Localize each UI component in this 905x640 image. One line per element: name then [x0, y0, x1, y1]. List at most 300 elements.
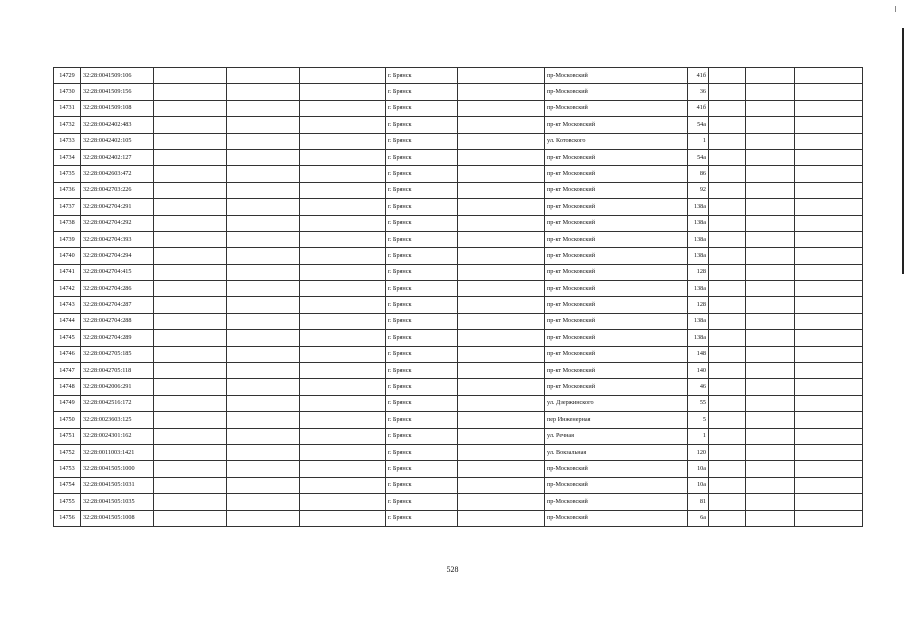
cell-cadastral-number: 32:28:0042006:291	[81, 379, 154, 395]
cell-number: 14749	[54, 395, 81, 411]
cell-house: 92	[688, 182, 709, 198]
cell-number: 14740	[54, 248, 81, 264]
table-row	[54, 182, 863, 198]
cell-house: 140	[688, 363, 709, 379]
cell-street: пр-кт Московский	[545, 117, 688, 133]
cell-empty	[300, 117, 386, 133]
cell-empty	[795, 428, 863, 444]
cell-house: 1	[688, 133, 709, 149]
cell-empty	[300, 330, 386, 346]
cell-empty	[746, 412, 795, 428]
cell-number: 14755	[54, 494, 81, 510]
cell-street: пр-кт Московский	[545, 281, 688, 297]
cell-house: 138а	[688, 313, 709, 329]
table-row	[54, 313, 863, 329]
cell-empty	[154, 444, 227, 460]
scan-edge-mark	[902, 28, 904, 274]
cell-cadastral-number: 32:28:0024301:162	[81, 428, 154, 444]
cell-empty	[458, 444, 545, 460]
cell-city: г. Брянск	[386, 84, 458, 100]
table-body	[54, 68, 863, 527]
table-row	[54, 346, 863, 362]
cell-street: ул. Дзержинского	[545, 395, 688, 411]
page-number: 528	[446, 565, 459, 574]
cell-street: пр-Московский	[545, 477, 688, 493]
cell-empty	[227, 215, 300, 231]
cell-empty	[227, 395, 300, 411]
cell-street: пр-кт Московский	[545, 330, 688, 346]
cell-empty	[746, 330, 795, 346]
cell-street: пр-кт Московский	[545, 264, 688, 280]
cell-house: 138а	[688, 215, 709, 231]
cell-house: 55	[688, 395, 709, 411]
cell-cadastral-number: 32:28:0042704:393	[81, 231, 154, 247]
cell-number: 14754	[54, 477, 81, 493]
cell-empty	[709, 100, 746, 116]
cell-street: пр-Московский	[545, 84, 688, 100]
cell-empty	[746, 133, 795, 149]
cell-empty	[154, 510, 227, 526]
cell-empty	[709, 330, 746, 346]
cell-cadastral-number: 32:28:0011003:1421	[81, 444, 154, 460]
cell-cadastral-number: 32:28:0042402:127	[81, 149, 154, 165]
cell-empty	[709, 166, 746, 182]
cell-number: 14737	[54, 199, 81, 215]
cell-empty	[746, 395, 795, 411]
cell-number: 14733	[54, 133, 81, 149]
cell-number: 14742	[54, 281, 81, 297]
cell-street: пр-Московский	[545, 510, 688, 526]
cell-street: пр-кт Московский	[545, 248, 688, 264]
cell-empty	[458, 166, 545, 182]
table-row	[54, 461, 863, 477]
cell-empty	[709, 412, 746, 428]
cell-empty	[300, 84, 386, 100]
cell-empty	[300, 264, 386, 280]
cell-empty	[709, 199, 746, 215]
cell-cadastral-number: 32:28:0041509:108	[81, 100, 154, 116]
cell-empty	[227, 149, 300, 165]
cell-number: 14744	[54, 313, 81, 329]
table-row	[54, 248, 863, 264]
cell-empty	[300, 363, 386, 379]
table-row	[54, 477, 863, 493]
cell-empty	[458, 149, 545, 165]
cell-empty	[746, 510, 795, 526]
cell-empty	[746, 428, 795, 444]
cell-empty	[227, 494, 300, 510]
cell-city: г. Брянск	[386, 510, 458, 526]
cell-cadastral-number: 32:28:0042704:294	[81, 248, 154, 264]
property-registry-table	[53, 67, 863, 527]
cell-empty	[746, 68, 795, 84]
cell-empty	[300, 494, 386, 510]
cell-number: 14745	[54, 330, 81, 346]
cell-empty	[795, 166, 863, 182]
cell-empty	[458, 182, 545, 198]
table-row	[54, 84, 863, 100]
cell-empty	[227, 346, 300, 362]
cell-empty	[709, 182, 746, 198]
cell-city: г. Брянск	[386, 428, 458, 444]
cell-empty	[746, 297, 795, 313]
cell-empty	[227, 231, 300, 247]
cell-empty	[746, 346, 795, 362]
cell-cadastral-number: 32:28:0042704:287	[81, 297, 154, 313]
cell-empty	[154, 231, 227, 247]
cell-empty	[795, 199, 863, 215]
cell-empty	[300, 215, 386, 231]
cell-city: г. Брянск	[386, 215, 458, 231]
cell-empty	[709, 297, 746, 313]
cell-empty	[458, 510, 545, 526]
cell-empty	[795, 363, 863, 379]
cell-street: пр-Московский	[545, 461, 688, 477]
cell-house: 128	[688, 297, 709, 313]
cell-empty	[154, 461, 227, 477]
cell-street: пр-кт Московский	[545, 363, 688, 379]
cell-empty	[746, 182, 795, 198]
cell-city: г. Брянск	[386, 264, 458, 280]
cell-cadastral-number: 32:28:0042516:172	[81, 395, 154, 411]
cell-empty	[709, 231, 746, 247]
cell-empty	[227, 166, 300, 182]
cell-cadastral-number: 32:28:0041505:1031	[81, 477, 154, 493]
cell-empty	[300, 149, 386, 165]
cell-empty	[458, 346, 545, 362]
table-row	[54, 100, 863, 116]
table-row	[54, 199, 863, 215]
cell-house: 10а	[688, 477, 709, 493]
cell-empty	[795, 133, 863, 149]
cell-empty	[227, 379, 300, 395]
table-row	[54, 231, 863, 247]
cell-empty	[746, 313, 795, 329]
cell-empty	[458, 133, 545, 149]
cell-empty	[300, 166, 386, 182]
cell-house: 138а	[688, 231, 709, 247]
cell-city: г. Брянск	[386, 379, 458, 395]
cell-empty	[746, 166, 795, 182]
cell-empty	[709, 84, 746, 100]
cell-empty	[709, 313, 746, 329]
cell-empty	[458, 231, 545, 247]
cell-empty	[154, 477, 227, 493]
cell-city: г. Брянск	[386, 297, 458, 313]
cell-empty	[746, 494, 795, 510]
cell-empty	[154, 313, 227, 329]
cell-number: 14731	[54, 100, 81, 116]
cell-empty	[154, 395, 227, 411]
cell-empty	[458, 248, 545, 264]
table-row	[54, 215, 863, 231]
cell-empty	[795, 215, 863, 231]
cell-empty	[795, 68, 863, 84]
cell-empty	[709, 248, 746, 264]
cell-empty	[154, 100, 227, 116]
cell-empty	[300, 428, 386, 444]
cell-cadastral-number: 32:28:0042704:286	[81, 281, 154, 297]
cell-city: г. Брянск	[386, 248, 458, 264]
table-row	[54, 412, 863, 428]
cell-empty	[300, 461, 386, 477]
cell-empty	[746, 117, 795, 133]
cell-empty	[458, 494, 545, 510]
cell-city: г. Брянск	[386, 182, 458, 198]
cell-empty	[746, 215, 795, 231]
cell-empty	[709, 444, 746, 460]
cell-empty	[300, 412, 386, 428]
cell-empty	[300, 444, 386, 460]
table-row	[54, 428, 863, 444]
cell-empty	[227, 84, 300, 100]
cell-city: г. Брянск	[386, 477, 458, 493]
cell-empty	[227, 412, 300, 428]
cell-empty	[458, 477, 545, 493]
cell-cadastral-number: 32:28:0041509:156	[81, 84, 154, 100]
cell-empty	[227, 100, 300, 116]
cell-house: 41б	[688, 100, 709, 116]
cell-empty	[746, 149, 795, 165]
cell-empty	[795, 510, 863, 526]
cell-cadastral-number: 32:28:0042704:415	[81, 264, 154, 280]
cell-empty	[458, 330, 545, 346]
cell-empty	[709, 494, 746, 510]
cell-empty	[300, 182, 386, 198]
cell-street: пр-кт Московский	[545, 199, 688, 215]
cell-street: ул. Котовского	[545, 133, 688, 149]
cell-empty	[227, 182, 300, 198]
cell-empty	[154, 166, 227, 182]
cell-number: 14739	[54, 231, 81, 247]
table-row	[54, 379, 863, 395]
cell-city: г. Брянск	[386, 313, 458, 329]
cell-street: пр-Московский	[545, 100, 688, 116]
cell-street: пр-кт Московский	[545, 313, 688, 329]
cell-number: 14738	[54, 215, 81, 231]
cell-empty	[746, 199, 795, 215]
cell-empty	[227, 313, 300, 329]
cell-city: г. Брянск	[386, 346, 458, 362]
cell-empty	[795, 444, 863, 460]
cell-empty	[795, 346, 863, 362]
cell-empty	[227, 281, 300, 297]
cell-house: 138а	[688, 330, 709, 346]
cell-city: г. Брянск	[386, 363, 458, 379]
cell-empty	[709, 395, 746, 411]
cell-empty	[154, 346, 227, 362]
cell-empty	[300, 100, 386, 116]
cell-empty	[795, 182, 863, 198]
table-row	[54, 444, 863, 460]
cell-empty	[300, 231, 386, 247]
table-row	[54, 264, 863, 280]
cell-empty	[227, 264, 300, 280]
cell-empty	[154, 248, 227, 264]
cell-house: 41б	[688, 68, 709, 84]
cell-city: г. Брянск	[386, 412, 458, 428]
cell-empty	[709, 363, 746, 379]
cell-empty	[795, 264, 863, 280]
cell-empty	[795, 494, 863, 510]
table-row	[54, 117, 863, 133]
cell-empty	[795, 100, 863, 116]
cell-empty	[795, 330, 863, 346]
table-row	[54, 68, 863, 84]
cell-cadastral-number: 32:28:0042402:483	[81, 117, 154, 133]
table-row	[54, 281, 863, 297]
cell-empty	[458, 461, 545, 477]
table-row	[54, 330, 863, 346]
cell-house: 46	[688, 379, 709, 395]
cell-empty	[227, 510, 300, 526]
cell-city: г. Брянск	[386, 444, 458, 460]
cell-empty	[154, 428, 227, 444]
cell-empty	[154, 68, 227, 84]
table-row	[54, 166, 863, 182]
cell-empty	[795, 313, 863, 329]
cell-empty	[300, 133, 386, 149]
cell-empty	[795, 379, 863, 395]
table-row	[54, 510, 863, 526]
cell-cadastral-number: 32:28:0042704:292	[81, 215, 154, 231]
cell-city: г. Брянск	[386, 461, 458, 477]
table-row	[54, 133, 863, 149]
cell-empty	[709, 133, 746, 149]
cell-city: г. Брянск	[386, 281, 458, 297]
cell-empty	[746, 379, 795, 395]
cell-city: г. Брянск	[386, 231, 458, 247]
cell-empty	[795, 149, 863, 165]
cell-cadastral-number: 32:28:0041505:1008	[81, 510, 154, 526]
cell-cadastral-number: 32:28:0042705:118	[81, 363, 154, 379]
cell-empty	[458, 379, 545, 395]
cell-empty	[227, 363, 300, 379]
cell-empty	[227, 133, 300, 149]
cell-empty	[709, 215, 746, 231]
cell-empty	[300, 395, 386, 411]
cell-empty	[795, 281, 863, 297]
cell-house: 54а	[688, 117, 709, 133]
cell-empty	[795, 117, 863, 133]
cell-empty	[795, 395, 863, 411]
cell-empty	[795, 248, 863, 264]
cell-empty	[300, 297, 386, 313]
cell-empty	[154, 264, 227, 280]
cell-street: пр-кт Московский	[545, 297, 688, 313]
cell-house: 138а	[688, 281, 709, 297]
cell-cadastral-number: 32:28:0042704:291	[81, 199, 154, 215]
cell-city: г. Брянск	[386, 100, 458, 116]
cell-street: пр-кт Московский	[545, 346, 688, 362]
cell-empty	[458, 215, 545, 231]
cell-empty	[709, 149, 746, 165]
cell-empty	[746, 248, 795, 264]
cell-city: г. Брянск	[386, 395, 458, 411]
cell-city: г. Брянск	[386, 149, 458, 165]
cell-empty	[227, 461, 300, 477]
cell-empty	[154, 117, 227, 133]
cell-house: 86	[688, 166, 709, 182]
cell-city: г. Брянск	[386, 494, 458, 510]
cell-cadastral-number: 32:28:0041505:1000	[81, 461, 154, 477]
cell-empty	[795, 297, 863, 313]
cell-empty	[458, 313, 545, 329]
cell-empty	[458, 199, 545, 215]
cell-empty	[746, 231, 795, 247]
cell-empty	[709, 117, 746, 133]
cell-house: 5	[688, 412, 709, 428]
cell-empty	[227, 477, 300, 493]
cell-empty	[458, 100, 545, 116]
cell-street: пер Инженерная	[545, 412, 688, 428]
cell-number: 14743	[54, 297, 81, 313]
cell-city: г. Брянск	[386, 133, 458, 149]
cell-empty	[746, 100, 795, 116]
cell-house: 138а	[688, 248, 709, 264]
cell-empty	[154, 84, 227, 100]
cell-empty	[227, 199, 300, 215]
cell-house: 81	[688, 494, 709, 510]
cell-empty	[458, 117, 545, 133]
cell-number: 14746	[54, 346, 81, 362]
cell-empty	[709, 264, 746, 280]
cell-empty	[709, 379, 746, 395]
cell-empty	[154, 494, 227, 510]
cell-street: ул. Вокзальная	[545, 444, 688, 460]
cell-empty	[746, 363, 795, 379]
cell-house: 120	[688, 444, 709, 460]
cell-city: г. Брянск	[386, 199, 458, 215]
cell-empty	[709, 477, 746, 493]
cell-street: пр-кт Московский	[545, 166, 688, 182]
cell-empty	[709, 346, 746, 362]
cell-empty	[795, 84, 863, 100]
cell-empty	[746, 264, 795, 280]
cell-empty	[227, 297, 300, 313]
cell-street: пр-кт Московский	[545, 379, 688, 395]
cell-empty	[227, 117, 300, 133]
cell-number: 14751	[54, 428, 81, 444]
cell-number: 14752	[54, 444, 81, 460]
cell-empty	[154, 412, 227, 428]
cell-number: 14730	[54, 84, 81, 100]
cell-number: 14756	[54, 510, 81, 526]
cell-number: 14748	[54, 379, 81, 395]
cell-number: 14729	[54, 68, 81, 84]
cell-street: пр-Московский	[545, 494, 688, 510]
cell-number: 14747	[54, 363, 81, 379]
cell-empty	[458, 412, 545, 428]
cell-cadastral-number: 32:28:0042603:472	[81, 166, 154, 182]
table-row	[54, 363, 863, 379]
cell-empty	[300, 346, 386, 362]
cell-empty	[746, 444, 795, 460]
cell-empty	[300, 379, 386, 395]
cell-empty	[154, 281, 227, 297]
cell-empty	[458, 395, 545, 411]
cell-cadastral-number: 32:28:0042402:105	[81, 133, 154, 149]
cell-empty	[227, 330, 300, 346]
cell-empty	[795, 412, 863, 428]
cell-empty	[300, 68, 386, 84]
cell-street: пр-кт Московский	[545, 182, 688, 198]
cell-empty	[746, 461, 795, 477]
cell-cadastral-number: 32:28:0042704:289	[81, 330, 154, 346]
cell-empty	[227, 428, 300, 444]
cell-empty	[300, 510, 386, 526]
cell-empty	[795, 231, 863, 247]
